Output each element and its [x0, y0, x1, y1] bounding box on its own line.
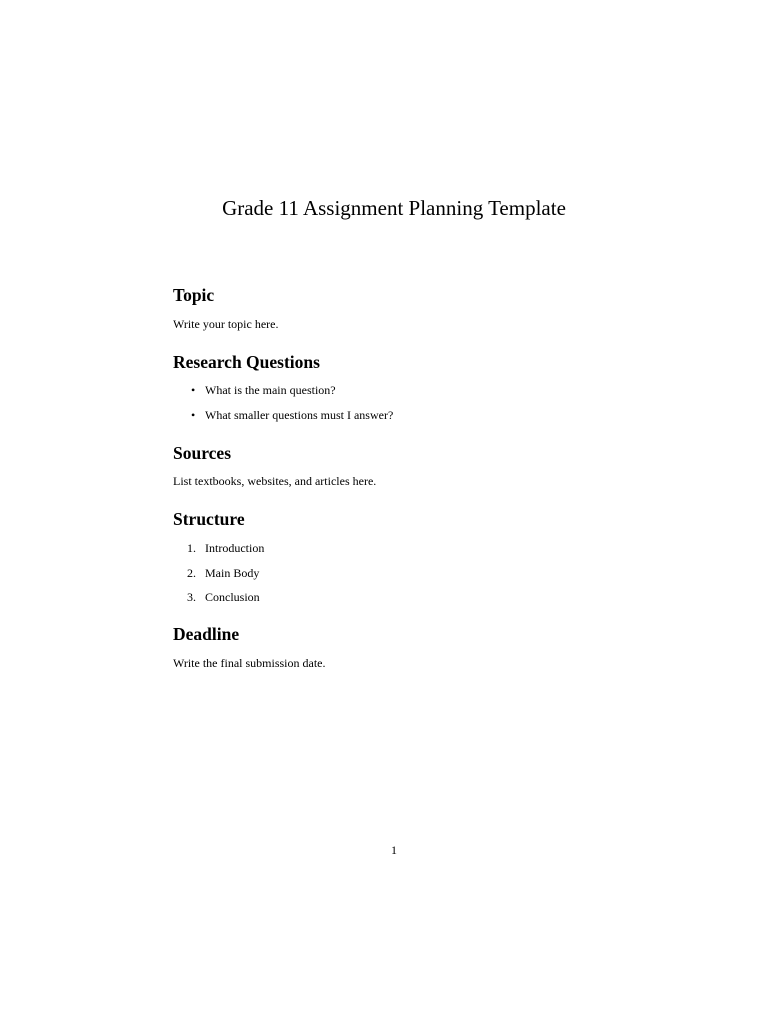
list-item	[173, 382, 633, 398]
section-heading-sources: Sources	[173, 443, 232, 463]
research-questions-list	[173, 382, 633, 423]
deadline-text: Write the final submission date.	[173, 656, 326, 670]
research-question-text: What smaller questions must I answer?	[205, 407, 394, 422]
structure-item-text: Main Body	[205, 565, 260, 580]
bullet-icon: •	[191, 407, 196, 422]
section-heading-topic: Topic	[173, 285, 215, 305]
document-title: Grade 11 Assignment Planning Template	[222, 196, 566, 220]
list-item	[173, 589, 633, 605]
topic-text: Write your topic here.	[173, 317, 279, 331]
list-number: 1.	[187, 541, 196, 555]
sources-text: List textbooks, websites, and articles here.	[173, 474, 377, 488]
research-question-text: What is the main question?	[205, 383, 336, 397]
section-heading-structure: Structure	[173, 509, 245, 529]
list-number: 2.	[187, 565, 196, 580]
section-heading-deadline: Deadline	[173, 624, 240, 644]
list-item	[173, 540, 633, 556]
list-item	[173, 407, 633, 423]
page-number: 1	[391, 843, 397, 857]
list-number: 3.	[187, 590, 196, 604]
list-item	[173, 565, 633, 581]
section-heading-research-questions: Research Questions	[173, 352, 320, 372]
structure-item-text: Introduction	[205, 541, 265, 555]
structure-item-text: Conclusion	[205, 590, 260, 604]
structure-list	[173, 540, 633, 605]
bullet-icon: •	[191, 383, 196, 397]
